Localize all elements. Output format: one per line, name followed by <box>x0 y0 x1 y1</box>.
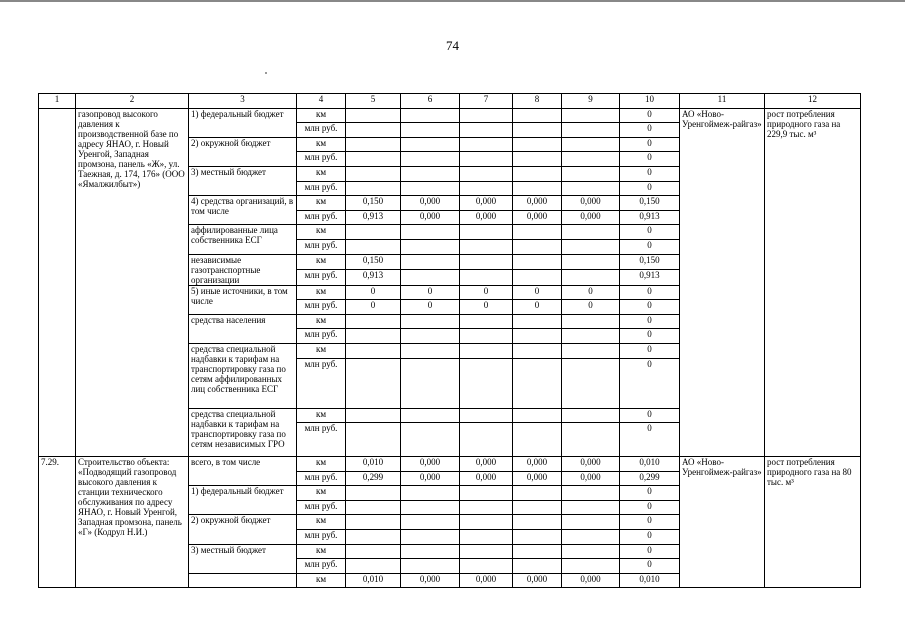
value-cell <box>562 358 620 408</box>
value-cell <box>513 254 562 270</box>
value-cell <box>460 225 513 240</box>
value-cell: 0 <box>620 225 680 240</box>
value-cell <box>460 408 513 423</box>
value-cell <box>460 108 513 123</box>
unit-km: км <box>297 457 346 472</box>
column-header-11: 11 <box>680 94 765 109</box>
value-cell <box>460 152 513 167</box>
value-cell <box>513 486 562 501</box>
column-header-10: 10 <box>620 94 680 109</box>
value-cell <box>562 152 620 167</box>
value-cell: 0 <box>620 329 680 344</box>
value-cell <box>401 515 460 530</box>
value-cell: 0 <box>460 300 513 315</box>
unit-km: км <box>297 544 346 559</box>
value-cell: 0,000 <box>460 457 513 472</box>
value-cell <box>401 358 460 408</box>
table-row <box>39 457 861 472</box>
value-cell <box>401 486 460 501</box>
unit-km: км <box>297 573 346 588</box>
value-cell <box>562 515 620 530</box>
value-cell <box>460 530 513 545</box>
value-cell <box>562 559 620 574</box>
unit-rub: млн руб. <box>297 300 346 315</box>
value-cell <box>562 408 620 423</box>
value-cell <box>513 108 562 123</box>
value-cell: 0 <box>620 559 680 574</box>
funding-source: 4) средства организаций, в том числе <box>189 196 297 225</box>
value-cell <box>460 486 513 501</box>
unit-km: км <box>297 108 346 123</box>
value-cell: 0 <box>562 285 620 300</box>
value-cell <box>401 181 460 196</box>
value-cell: 0,010 <box>620 457 680 472</box>
value-cell <box>346 239 401 254</box>
value-cell <box>401 137 460 152</box>
value-cell <box>346 225 401 240</box>
table-row <box>39 94 861 109</box>
value-cell: 0 <box>401 300 460 315</box>
value-cell <box>346 137 401 152</box>
value-cell: 0 <box>620 408 680 423</box>
value-cell: 0,913 <box>620 270 680 286</box>
value-cell: 0,150 <box>346 196 401 211</box>
funding-source: аффилированные лица собственника ЕСГ <box>189 225 297 254</box>
value-cell: 0 <box>620 239 680 254</box>
value-cell <box>562 181 620 196</box>
column-header-6: 6 <box>401 94 460 109</box>
value-cell: 0,010 <box>346 457 401 472</box>
value-cell: 0,000 <box>562 573 620 588</box>
object-name: газопровод высокого давления к производственной базе по адресу ЯНАО, г. Новый Уренгой, Западная промзона, панель «Ж», ул. Таежная, д. 174, 176» (ООО «Ямалжилбыт») <box>76 108 189 457</box>
value-cell <box>513 343 562 358</box>
value-cell: 0,299 <box>346 471 401 486</box>
value-cell <box>401 270 460 286</box>
value-cell <box>346 500 401 515</box>
value-cell <box>562 314 620 329</box>
value-cell: 0,913 <box>620 210 680 225</box>
value-cell <box>460 515 513 530</box>
value-cell <box>401 408 460 423</box>
value-cell <box>401 225 460 240</box>
value-cell: 0,000 <box>460 573 513 588</box>
funding-source: средства специальной надбавки к тарифам на транспортировку газа по сетям аффилированных лиц собственника ЕСГ <box>189 343 297 408</box>
funding-source: 1) федеральный бюджет <box>189 486 297 515</box>
value-cell <box>513 329 562 344</box>
unit-rub: млн руб. <box>297 500 346 515</box>
unit-km: км <box>297 285 346 300</box>
page-number: 74 <box>446 38 459 53</box>
row-number <box>39 108 76 457</box>
funding-source: 2) окружной бюджет <box>189 515 297 544</box>
column-header-1: 1 <box>39 94 76 109</box>
funding-source: 3) местный бюджет <box>189 166 297 195</box>
executor: АО «Ново-Уренгоймеж-райгаз» <box>680 457 765 588</box>
value-cell <box>562 166 620 181</box>
value-cell: 0,000 <box>401 210 460 225</box>
value-cell <box>460 123 513 138</box>
value-cell <box>460 137 513 152</box>
value-cell <box>346 486 401 501</box>
value-cell: 0,913 <box>346 210 401 225</box>
column-header-12: 12 <box>765 94 861 109</box>
value-cell <box>401 530 460 545</box>
effect: рост потребления природного газа на 80 тыс. м³ <box>765 457 861 588</box>
unit-rub: млн руб. <box>297 239 346 254</box>
funding-source: 3) местный бюджет <box>189 544 297 573</box>
value-cell <box>562 329 620 344</box>
value-cell: 0 <box>620 530 680 545</box>
value-cell <box>460 329 513 344</box>
value-cell <box>513 225 562 240</box>
value-cell <box>346 515 401 530</box>
value-cell <box>513 544 562 559</box>
unit-rub: млн руб. <box>297 423 346 457</box>
value-cell: 0 <box>513 300 562 315</box>
value-cell: 0,000 <box>562 471 620 486</box>
unit-km: км <box>297 225 346 240</box>
value-cell: 0 <box>513 285 562 300</box>
value-cell <box>562 225 620 240</box>
value-cell: 0,010 <box>620 573 680 588</box>
value-cell <box>562 270 620 286</box>
value-cell <box>401 423 460 457</box>
value-cell <box>513 137 562 152</box>
value-cell <box>401 108 460 123</box>
value-cell <box>460 358 513 408</box>
unit-km: км <box>297 166 346 181</box>
value-cell: 0,010 <box>346 573 401 588</box>
column-header-9: 9 <box>562 94 620 109</box>
unit-km: км <box>297 408 346 423</box>
value-cell: 0,000 <box>513 471 562 486</box>
value-cell <box>562 530 620 545</box>
value-cell: 0 <box>620 423 680 457</box>
value-cell <box>346 181 401 196</box>
value-cell: 0,000 <box>513 196 562 211</box>
value-cell <box>401 239 460 254</box>
value-cell <box>513 559 562 574</box>
value-cell: 0,000 <box>562 196 620 211</box>
table-row <box>39 108 861 123</box>
unit-km: км <box>297 343 346 358</box>
column-header-2: 2 <box>76 94 189 109</box>
unit-km: км <box>297 486 346 501</box>
value-cell: 0,000 <box>562 457 620 472</box>
funding-source: 1) федеральный бюджет <box>189 108 297 137</box>
value-cell <box>513 123 562 138</box>
value-cell: 0,150 <box>620 196 680 211</box>
value-cell: 0,150 <box>346 254 401 270</box>
value-cell <box>346 408 401 423</box>
value-cell <box>401 500 460 515</box>
funding-source <box>189 573 297 588</box>
value-cell: 0,000 <box>513 457 562 472</box>
scan-speck <box>265 72 267 74</box>
value-cell: 0 <box>620 137 680 152</box>
value-cell <box>346 152 401 167</box>
unit-rub: млн руб. <box>297 559 346 574</box>
unit-km: км <box>297 515 346 530</box>
unit-km: км <box>297 314 346 329</box>
value-cell <box>401 544 460 559</box>
unit-km: км <box>297 137 346 152</box>
value-cell: 0 <box>460 285 513 300</box>
unit-rub: млн руб. <box>297 181 346 196</box>
value-cell: 0,150 <box>620 254 680 270</box>
value-cell <box>460 270 513 286</box>
value-cell: 0 <box>620 343 680 358</box>
value-cell: 0 <box>620 285 680 300</box>
value-cell <box>513 530 562 545</box>
value-cell <box>513 408 562 423</box>
value-cell <box>562 239 620 254</box>
value-cell <box>460 343 513 358</box>
unit-rub: млн руб. <box>297 471 346 486</box>
value-cell <box>460 314 513 329</box>
unit-rub: млн руб. <box>297 329 346 344</box>
value-cell <box>513 423 562 457</box>
value-cell <box>346 123 401 138</box>
value-cell <box>513 270 562 286</box>
effect: рост потребления природного газа на 229,9 тыс. м³ <box>765 108 861 457</box>
value-cell <box>346 544 401 559</box>
column-header-3: 3 <box>189 94 297 109</box>
funding-source: средства населения <box>189 314 297 343</box>
column-header-5: 5 <box>346 94 401 109</box>
value-cell: 0 <box>346 300 401 315</box>
value-cell <box>460 254 513 270</box>
value-cell: 0 <box>346 285 401 300</box>
value-cell <box>346 314 401 329</box>
value-cell <box>346 166 401 181</box>
value-cell: 0 <box>620 500 680 515</box>
value-cell <box>401 329 460 344</box>
value-cell <box>562 343 620 358</box>
value-cell <box>401 559 460 574</box>
value-cell <box>401 166 460 181</box>
column-header-8: 8 <box>513 94 562 109</box>
value-cell <box>513 239 562 254</box>
value-cell <box>513 515 562 530</box>
value-cell: 0 <box>620 300 680 315</box>
value-cell <box>562 137 620 152</box>
value-cell <box>460 544 513 559</box>
value-cell: 0 <box>620 486 680 501</box>
unit-rub: млн руб. <box>297 358 346 408</box>
funding-source: 5) иные источники, в том числе <box>189 285 297 314</box>
unit-rub: млн руб. <box>297 210 346 225</box>
value-cell: 0,299 <box>620 471 680 486</box>
value-cell <box>562 123 620 138</box>
value-cell <box>346 343 401 358</box>
value-cell: 0 <box>620 166 680 181</box>
executor: АО «Ново-Уренгоймеж-райгаз» <box>680 108 765 457</box>
page-top-border <box>0 0 905 2</box>
value-cell <box>513 181 562 196</box>
value-cell <box>346 530 401 545</box>
value-cell <box>401 254 460 270</box>
unit-rub: млн руб. <box>297 123 346 138</box>
value-cell <box>460 239 513 254</box>
value-cell <box>562 486 620 501</box>
value-cell <box>401 314 460 329</box>
value-cell <box>562 254 620 270</box>
value-cell: 0 <box>620 314 680 329</box>
value-cell: 0 <box>620 152 680 167</box>
value-cell: 0 <box>620 181 680 196</box>
unit-km: км <box>297 254 346 270</box>
value-cell <box>346 559 401 574</box>
value-cell <box>513 358 562 408</box>
value-cell: 0,000 <box>460 210 513 225</box>
value-cell <box>513 500 562 515</box>
value-cell: 0,913 <box>346 270 401 286</box>
value-cell <box>346 108 401 123</box>
object-name: Строительство объекта: «Подводящий газопровод высокого давления к станции технического обслуживания по адресу ЯНАО, г. Новый Уренгой, Западная промзона, панель «Г» (Кодрул Н.И.) <box>76 457 189 588</box>
value-cell <box>346 329 401 344</box>
value-cell: 0,000 <box>513 210 562 225</box>
value-cell: 0 <box>620 108 680 123</box>
value-cell: 0,000 <box>401 457 460 472</box>
value-cell: 0 <box>620 515 680 530</box>
value-cell: 0 <box>562 300 620 315</box>
unit-rub: млн руб. <box>297 530 346 545</box>
value-cell <box>401 123 460 138</box>
value-cell <box>513 314 562 329</box>
value-cell: 0 <box>401 285 460 300</box>
value-cell: 0,000 <box>401 471 460 486</box>
investment-table <box>38 93 861 588</box>
funding-source: 2) окружной бюджет <box>189 137 297 166</box>
value-cell <box>513 166 562 181</box>
unit-km: км <box>297 196 346 211</box>
value-cell <box>460 181 513 196</box>
value-cell: 0 <box>620 358 680 408</box>
unit-rub: млн руб. <box>297 152 346 167</box>
column-header-4: 4 <box>297 94 346 109</box>
value-cell <box>346 423 401 457</box>
value-cell <box>562 423 620 457</box>
value-cell <box>460 500 513 515</box>
value-cell <box>562 500 620 515</box>
row-number: 7.29. <box>39 457 76 588</box>
column-header-7: 7 <box>460 94 513 109</box>
funding-source: средства специальной надбавки к тарифам на транспортировку газа по сетям независимых ГРО <box>189 408 297 457</box>
unit-rub: млн руб. <box>297 270 346 286</box>
value-cell: 0 <box>620 544 680 559</box>
value-cell <box>460 166 513 181</box>
value-cell <box>562 544 620 559</box>
value-cell: 0 <box>620 123 680 138</box>
value-cell: 0,000 <box>460 471 513 486</box>
value-cell: 0,000 <box>401 573 460 588</box>
value-cell: 0,000 <box>513 573 562 588</box>
funding-source: всего, в том числе <box>189 457 297 486</box>
value-cell <box>513 152 562 167</box>
value-cell <box>460 559 513 574</box>
funding-source: независимые газотранспортные организации <box>189 254 297 285</box>
value-cell: 0,000 <box>562 210 620 225</box>
value-cell <box>562 108 620 123</box>
value-cell <box>401 152 460 167</box>
value-cell <box>401 343 460 358</box>
value-cell: 0,000 <box>460 196 513 211</box>
value-cell: 0,000 <box>401 196 460 211</box>
value-cell <box>346 358 401 408</box>
value-cell <box>460 423 513 457</box>
